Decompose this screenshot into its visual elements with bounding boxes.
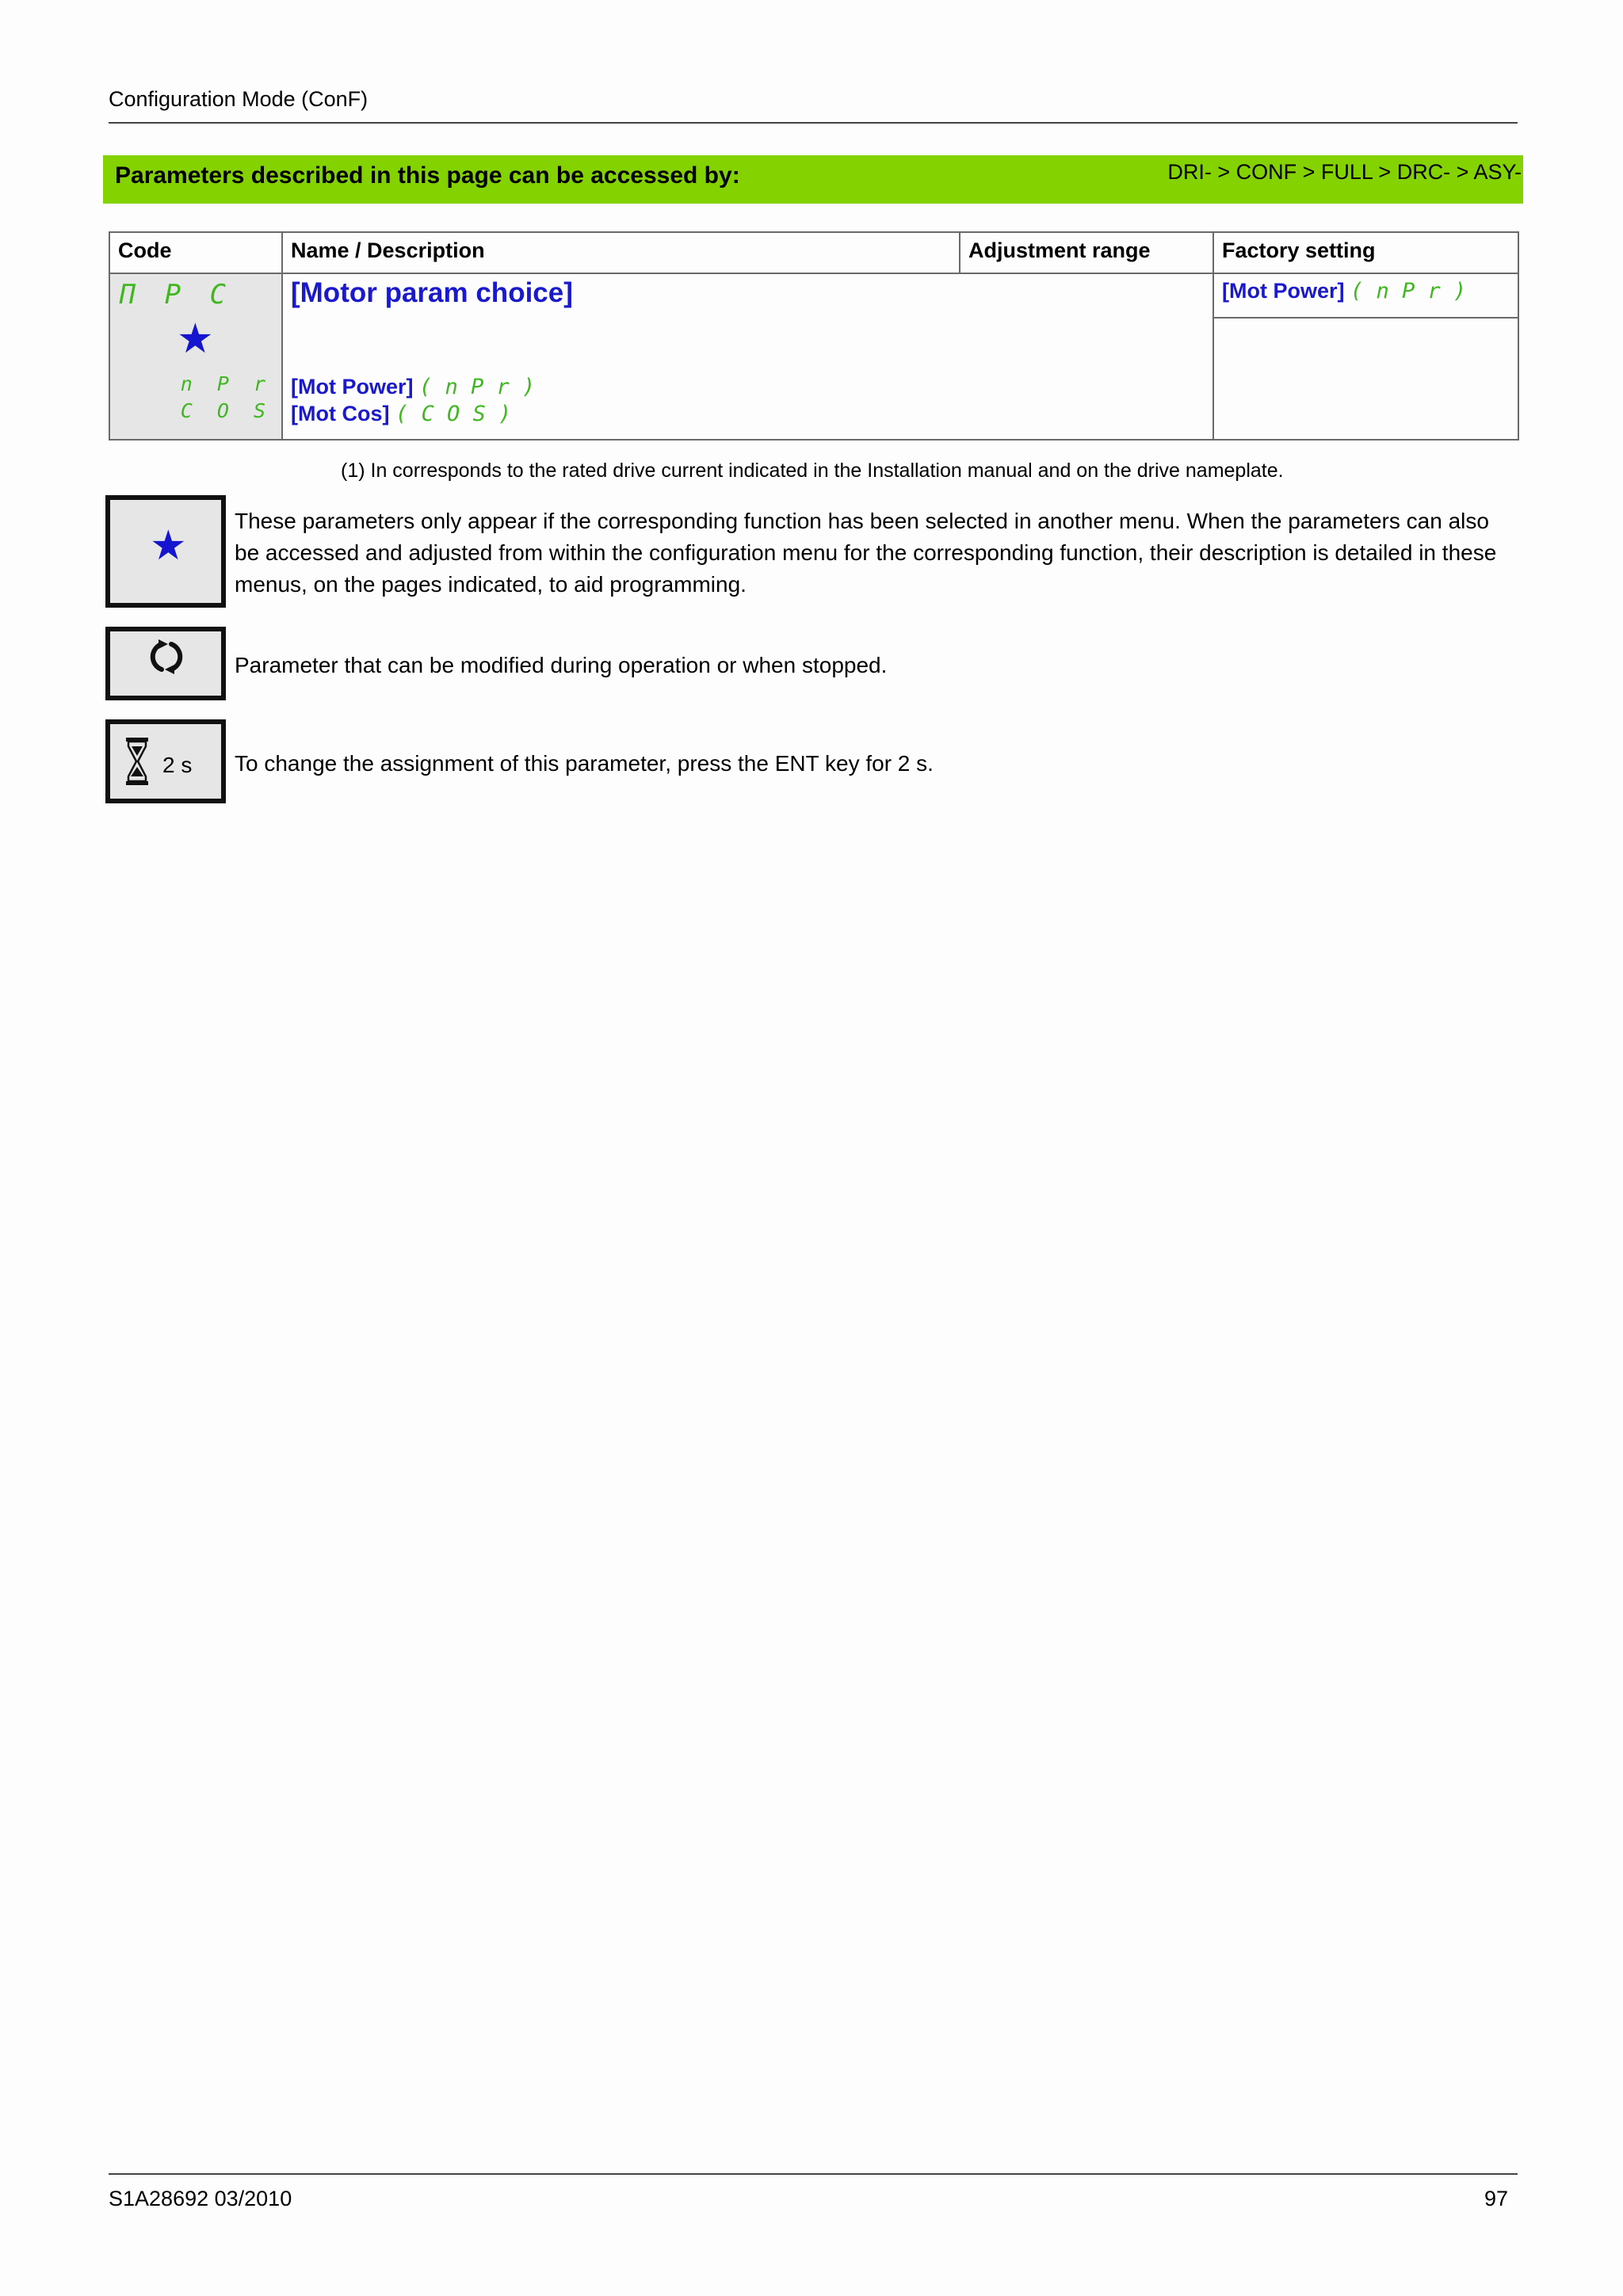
legend-cycle-text: Parameter that can be modified during operation or when stopped. [235,653,888,677]
footnote: (1) In corresponds to the rated drive current indicated in the Installation manual and on the drive nameplate. [341,460,1284,482]
legend-star-text: These parameters only appear if the corresponding function has been selected in another menu. When the parameters can also be accessed and adjusted from within the configuration menu for the corresponding function, their description is detailed in these menus, on the pages indicated, to aid programming. [235,509,1497,597]
column-header-range: Adjustment range [960,232,1213,273]
star-icon: ★ [150,523,187,569]
option-code: ( C O S ) [395,402,512,426]
parameter-name: [Motor param choice] [291,277,573,308]
legend-star-box [105,495,226,608]
parameter-table [109,231,1519,441]
option-label: [Mot Cos] [291,402,390,425]
access-path: DRI- > CONF > FULL > DRC- > ASY- [1167,160,1522,184]
footer-page-number: 97 [1484,2187,1508,2210]
factory-setting [1214,274,1518,318]
option-mot-cos [291,402,511,426]
access-bar [103,155,1523,204]
hourglass-icon [124,737,150,786]
option-label: [Mot Power] [291,375,414,399]
duration-badge: 2 s [162,753,193,777]
footer-rule [109,2173,1518,2175]
option-code-cos: C O S [180,399,272,422]
code-cell [109,273,282,440]
star-icon: ★ [177,316,214,362]
option-mot-power [291,375,535,399]
parameter-code: П P C [119,279,232,311]
access-text: Parameters described in this page can be accessed by: [115,162,740,189]
option-code-npr: n P r [180,372,272,395]
column-header-code: Code [109,232,282,273]
factory-cell [1213,273,1518,440]
table-row [109,273,1518,440]
footer-doc-ref: S1A28692 03/2010 [109,2187,292,2210]
table-header-row [109,232,1518,273]
factory-label: [Mot Power] [1222,279,1345,303]
option-code: ( n P r ) [419,375,536,399]
legend-cycle-box [105,627,226,700]
cycle-icon [147,638,185,676]
legend-hourglass-box [105,719,226,803]
column-header-factory: Factory setting [1213,232,1518,273]
legend-hourglass-text: To change the assignment of this parameter, press the ENT key for 2 s. [235,751,934,776]
header-rule [109,122,1518,124]
page-header-title: Configuration Mode (ConF) [109,87,369,111]
column-header-name: Name / Description [282,232,960,273]
name-cell [282,273,1213,440]
factory-code: ( n P r ) [1350,279,1467,303]
